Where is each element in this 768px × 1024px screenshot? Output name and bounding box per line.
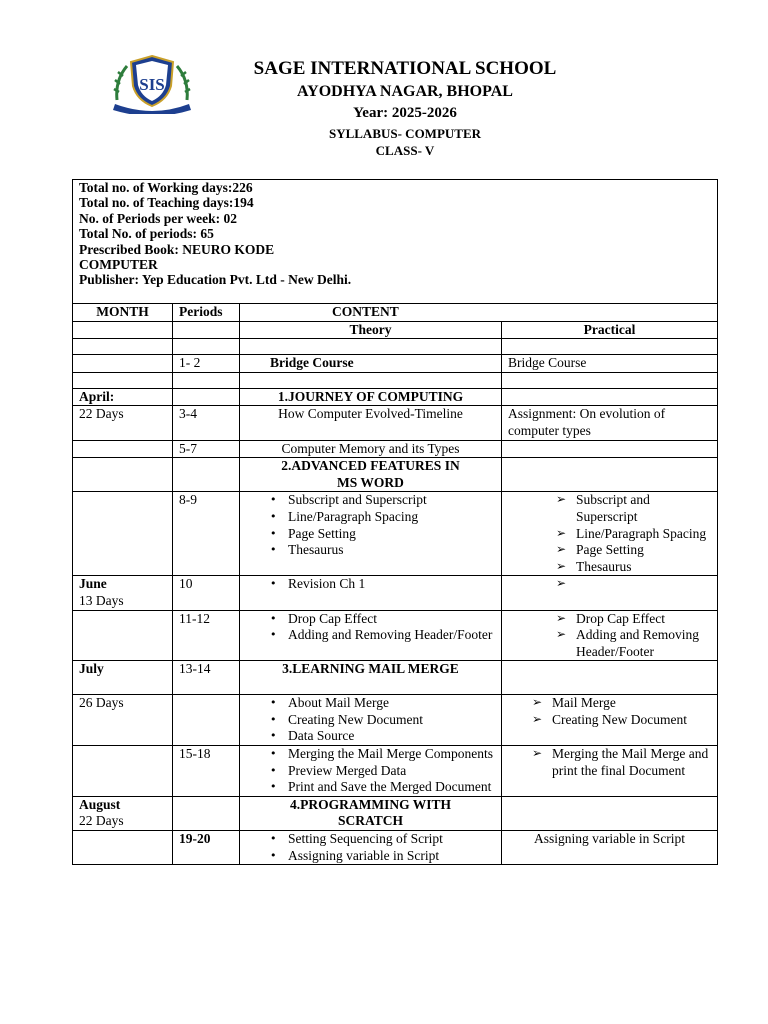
school-name: SAGE INTERNATIONAL SCHOOL [253,58,557,79]
spacer-row [73,372,718,388]
table-row: 1- 2 Bridge Course Bridge Course [73,355,718,373]
academic-year: Year: 2025-2026 [353,105,457,121]
prescribed-book-cont: COMPUTER [79,257,158,273]
list-item: ➢ Page Setting [556,542,711,559]
list-item: ➢ Drop Cap Effect [556,611,711,628]
list-item: ➢ Subscript and Superscript [556,492,711,525]
list-item: • Preview Merged Data [270,763,495,780]
list-item: ➢ Adding and Removing Header/Footer [556,627,711,660]
column-header-row [73,304,718,322]
list-item: ➢ Line/Paragraph Spacing [556,526,711,543]
table-row: June 13 Days 10 • Revision Ch 1 [73,576,718,610]
list-item: • Assigning variable in Script [270,848,495,865]
list-item: • Creating New Document [270,712,495,729]
publisher: Publisher: Yep Education Pvt. Ltd - New Delhi. [79,272,352,288]
working-days: Total no. of Working days:226 [79,180,253,195]
table-row: July 13-14 3.LEARNING MAIL MERGE [73,661,718,695]
list-item: ➢ Mail Merge [532,695,711,712]
list-item: • Adding and Removing Header/Footer [270,627,495,644]
col-theory: Theory [240,321,502,339]
svg-text:SIS: SIS [139,75,165,94]
list-item: • Page Setting [270,526,495,543]
table-row: 15-18 • Merging the Mail Merge Components • Preview Merged Data • Print and Save the Merged Document ➢ Merging the Mail Merge and print the final Document [73,746,718,797]
subheader-row [73,321,718,339]
table-row: April: 1.JOURNEY OF COMPUTING [73,388,718,406]
class-label: CLASS- V [375,143,435,158]
teaching-days: Total no. of Teaching days:194 [79,195,254,211]
list-item: • Data Source [270,728,495,745]
list-item: • Merging the Mail Merge Components [270,746,495,763]
prescribed-book: Prescribed Book: NEURO KODE [79,241,275,257]
table-row: 19-20 • Setting Sequencing of Script • Assigning variable in Script Assigning variable in Script [73,831,718,865]
col-practical: Practical [502,321,718,339]
col-periods: Periods [173,304,240,322]
list-item: ➢ Thesaurus [556,559,711,576]
list-item: ➢ Creating New Document [532,712,711,729]
col-month: MONTH [73,304,173,322]
col-content: CONTENT [240,304,718,322]
table-row [73,458,718,492]
list-item: • Setting Sequencing of Script [270,831,495,848]
table-row: 22 Days 3-4 How Computer Evolved-Timeline Assignment: On evolution of computer types [73,406,718,440]
periods-per-week: No. of Periods per week: 02 [79,210,237,226]
list-item: • Subscript and Superscript [270,492,495,509]
syllabus-table [72,179,718,865]
chapter-title: 2.ADVANCED FEATURES IN MS WORD [240,458,502,492]
chapter-title: 4.PROGRAMMING WITH SCRATCH [240,796,502,830]
list-item: • Line/Paragraph Spacing [270,509,495,526]
spacer-row [73,339,718,355]
table-row: 11-12 • Drop Cap Effect • Adding and Removing Header/Footer ➢ Drop Cap Effect ➢ Adding and Removing Header/Footer [73,610,718,661]
school-location: AYODHYA NAGAR, BHOPAL [297,83,513,100]
table-row: 5-7 Computer Memory and its Types [73,440,718,458]
list-item: • Drop Cap Effect [270,611,495,628]
total-periods: Total No. of periods: 65 [79,226,214,242]
chapter-title: 1.JOURNEY OF COMPUTING [240,388,502,406]
chapter-title: 3.LEARNING MAIL MERGE [240,661,502,695]
list-item: • Thesaurus [270,542,495,559]
table-row: August 22 Days 4.PROGRAMMING WITH SCRATCH [73,796,718,830]
list-item: • About Mail Merge [270,695,495,712]
list-item: • Print and Save the Merged Document [270,779,495,796]
list-item: ➢ Merging the Mail Merge and print the final Document [532,746,711,779]
table-row: 8-9 • Subscript and Superscript • Line/Paragraph Spacing • Page Setting • Thesaurus ➢ Subscript and Superscript ➢ Line/Paragraph Spacing ➢ Page Setting ➢ Thesaurus [73,492,718,576]
table-row: 26 Days • About Mail Merge • Creating New Document • Data Source ➢ Mail Merge ➢ Creating New Document [73,695,718,746]
info-block [73,180,718,304]
syllabus-subject: SYLLABUS- COMPUTER [328,126,482,141]
list-item: • Revision Ch 1 [270,576,495,593]
